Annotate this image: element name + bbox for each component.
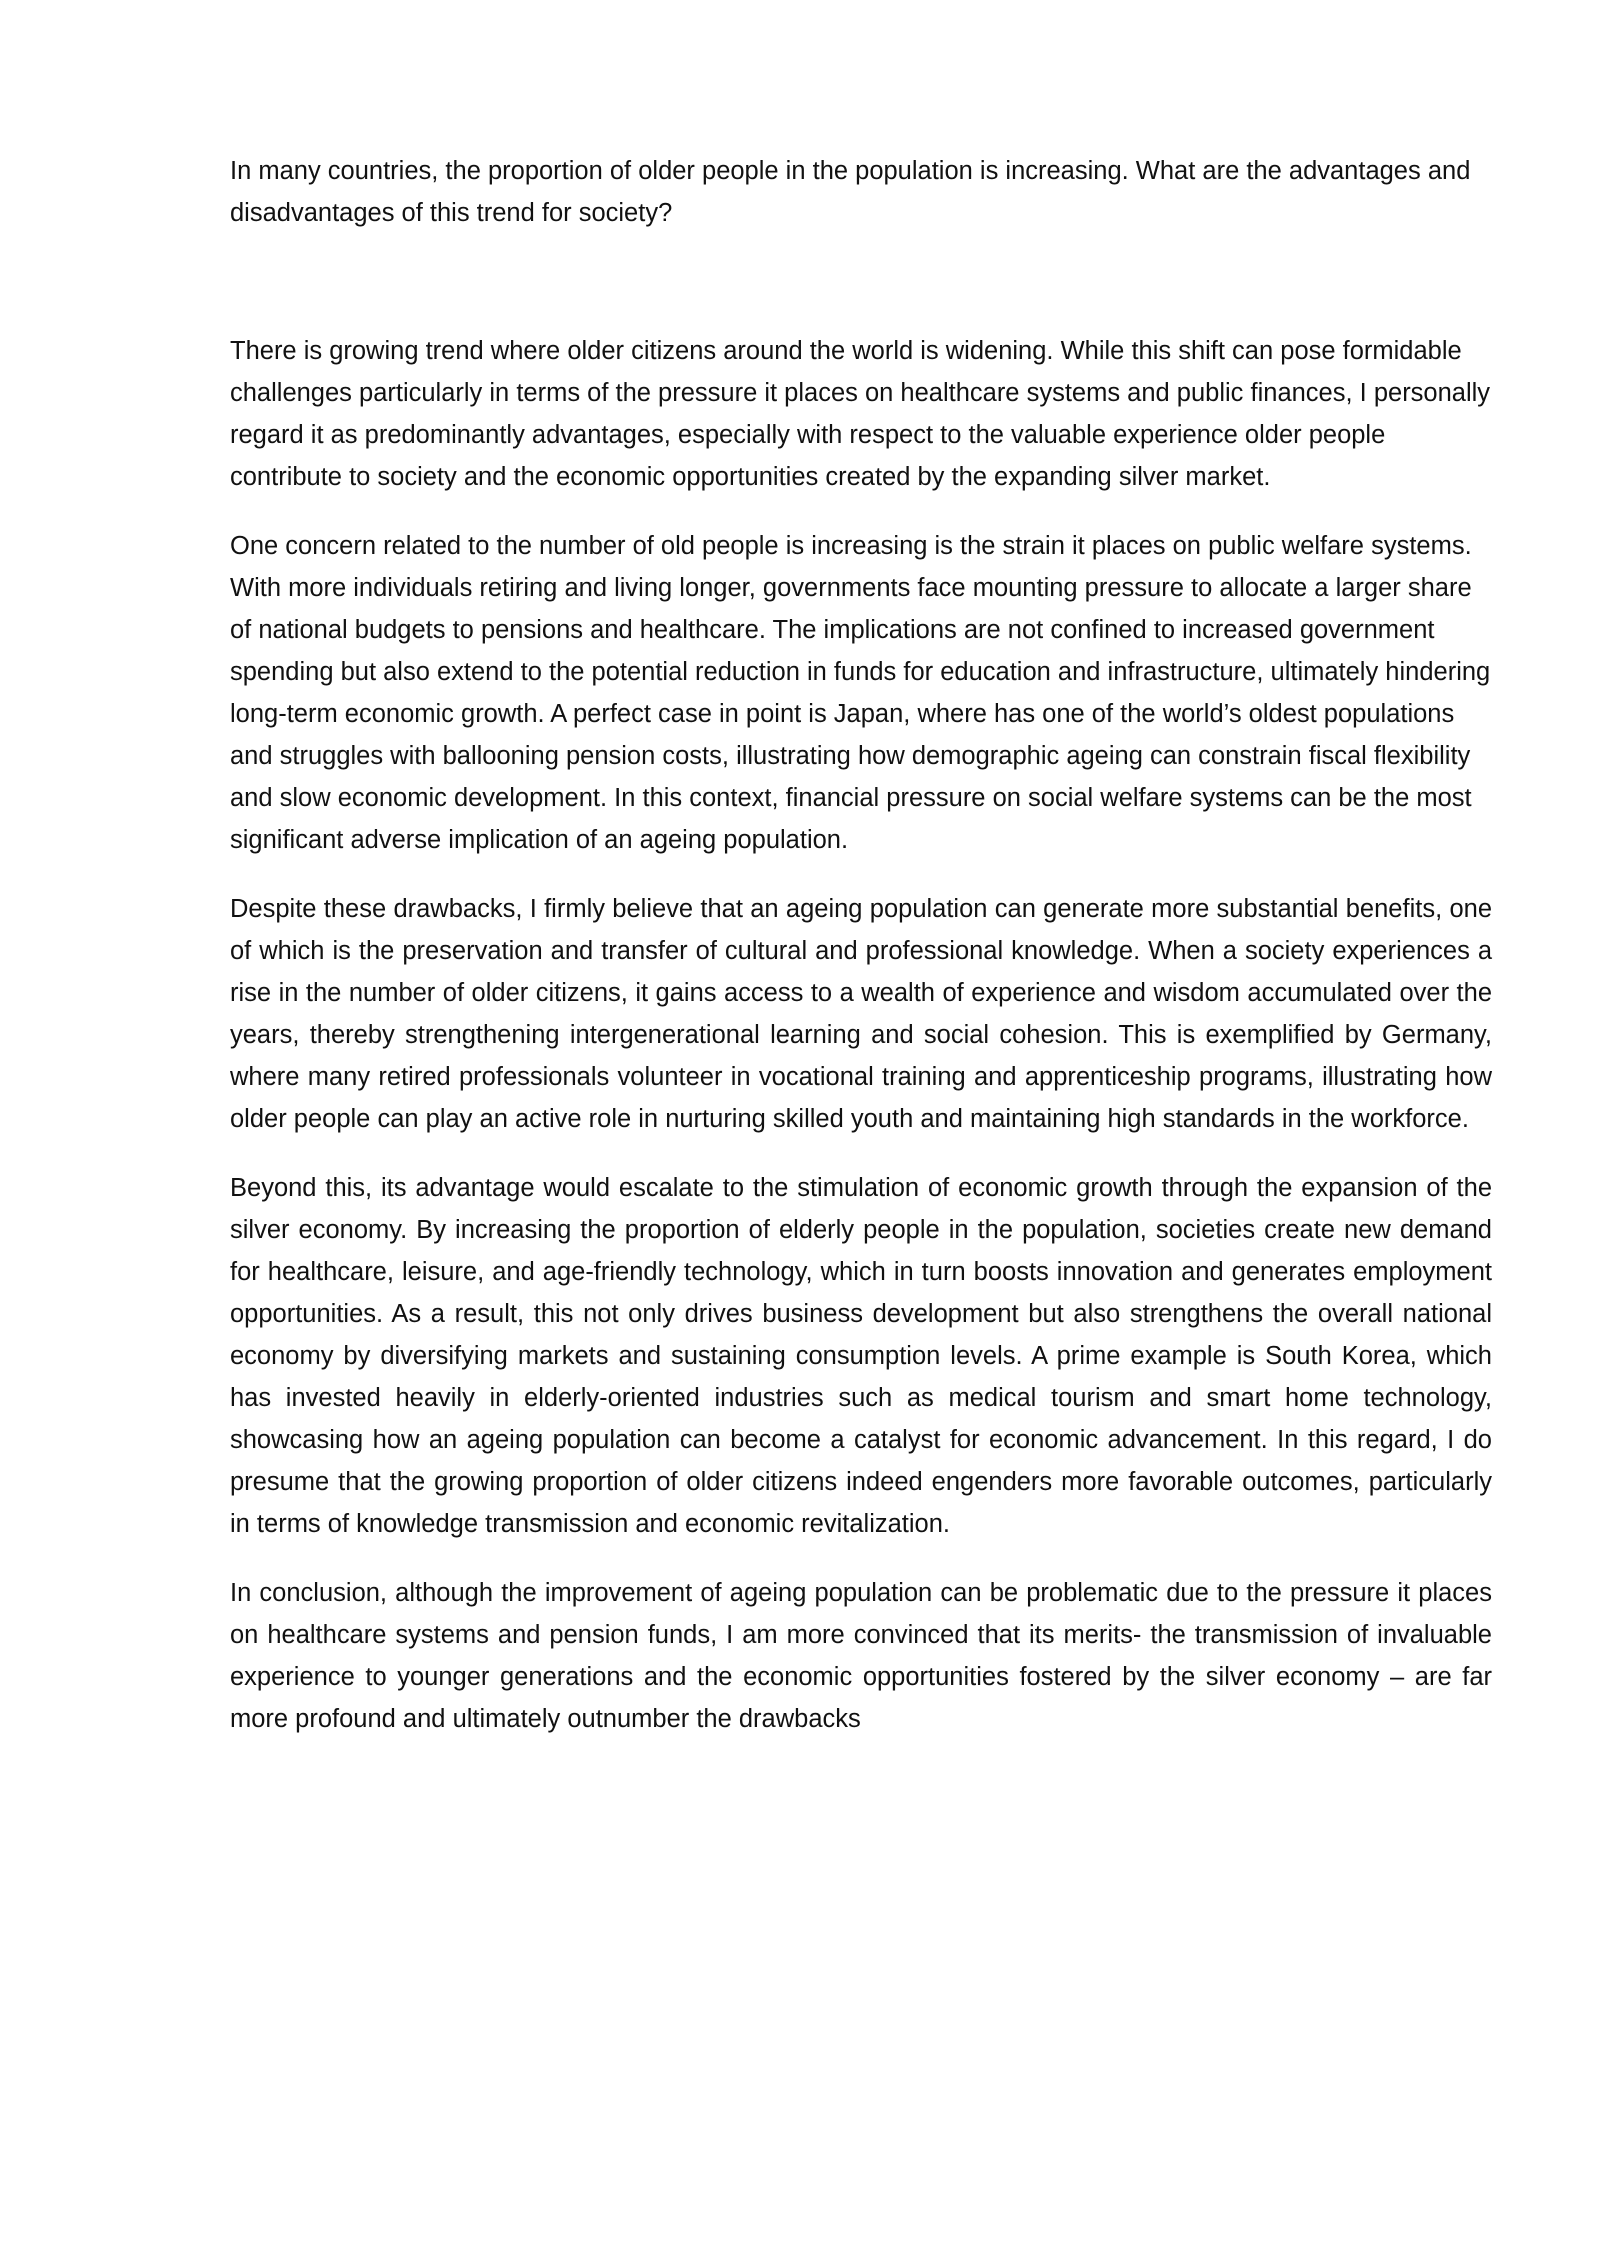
body-paragraph-knowledge: Despite these drawbacks, I firmly believe that an ageing population can generate more substantial benefits, one of which is the preservation and transfer of cultural and professional knowledge. When a society experiences a rise in the number of older citizens, it gains access to a wealth of experience and wisdom accumulated over the years, thereby strengthening intergenerational learning and social cohesion. This is exemplified by Germany, where many retired professionals volunteer in vocational training and apprenticeship programs, illustrating how older people can play an active role in nurturing skilled youth and maintaining high standards in the workforce. — [230, 895, 1492, 1133]
document-body — [230, 150, 1492, 1767]
body-paragraph-disadvantage: One concern related to the number of old people is increasing is the strain it places on public welfare systems. With more individuals retiring and living longer, governments face mounting pressure to allocate a larger share of national budgets to pensions and healthcare. The implications are not confined to increased government spending but also extend to the potential reduction in funds for education and infrastructure, ultimately hindering long-term economic growth. A perfect case in point is Japan, where has one of the world’s oldest populations and struggles with ballooning pension costs, illustrating how demographic ageing can constrain fiscal flexibility and slow economic development. In this context, financial pressure on social welfare systems can be the most significant adverse implication of an ageing population. — [230, 532, 1491, 854]
introduction-paragraph: There is growing trend where older citizens around the world is widening. While this shift can pose formidable challenges particularly in terms of the pressure it places on healthcare systems and public finances, I personally regard it as predominantly advantages, especially with respect to the valuable experience older people contribute to society and the economic opportunities created by the expanding silver market. — [230, 337, 1491, 491]
conclusion-paragraph: In conclusion, although the improvement of ageing population can be problematic due to the pressure it places on healthcare systems and pension funds, I am more convinced that its merits- the transmission of invaluable experience to younger generations and the economic opportunities fostered by the silver economy – are far more profound and ultimately outnumber the drawbacks — [230, 1579, 1492, 1733]
essay-prompt: In many countries, the proportion of older people in the population is increasing. What are the advantages and disadvantages of this trend for society? — [230, 157, 1471, 227]
body-paragraph-economy: Beyond this, its advantage would escalate to the stimulation of economic growth through the expansion of the silver economy. By increasing the proportion of elderly people in the population, societies create new demand for healthcare, leisure, and age-friendly technology, which in turn boosts innovation and generates employment opportunities. As a result, this not only drives business development but also strengthens the overall national economy by diversifying markets and sustaining consumption levels. A prime example is South Korea, which has invested heavily in elderly-oriented industries such as medical tourism and smart home technology, showcasing how an ageing population can become a catalyst for economic advancement. In this regard, I do presume that the growing proportion of older citizens indeed engenders more favorable outcomes, particularly in terms of knowledge transmission and economic revitalization. — [230, 1174, 1492, 1538]
